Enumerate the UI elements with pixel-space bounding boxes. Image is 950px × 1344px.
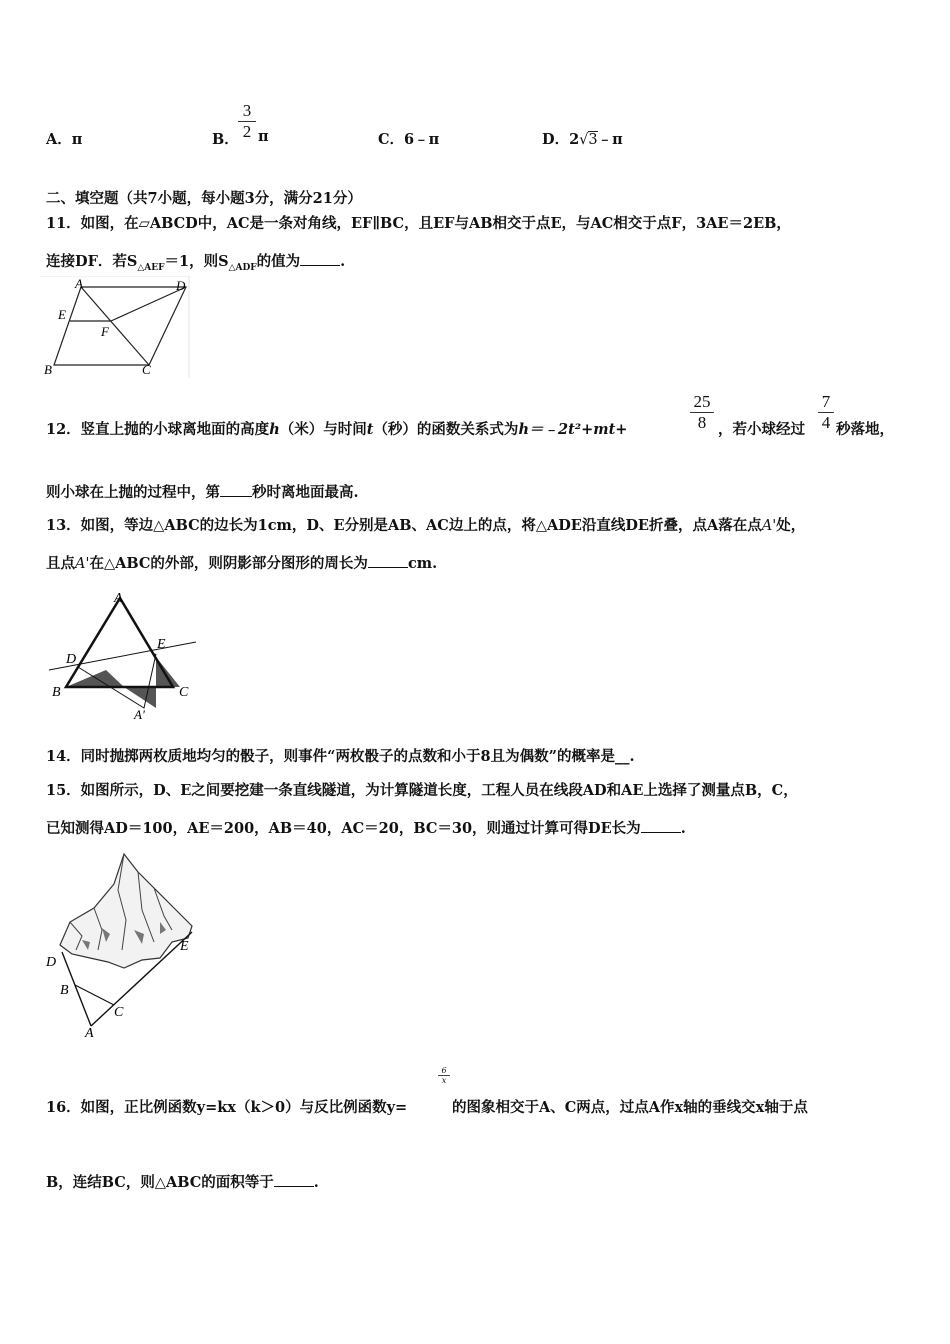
q13-line1: [46, 514, 805, 535]
q12-fraction-25-8: [690, 392, 714, 433]
option-c-label: C．: [378, 131, 405, 148]
q16-line2: [46, 1171, 319, 1192]
q15-label-d: D: [46, 955, 57, 970]
q11-sub2: △ADF: [228, 262, 257, 273]
option-b-num: 3: [238, 101, 256, 122]
q11-line2: [46, 250, 345, 273]
q13-line2-pre: 且点: [46, 555, 75, 572]
q12-line1: [46, 418, 627, 439]
option-c: [378, 128, 439, 149]
q12-line2-pre: 则小球在上抛的过程中，第: [46, 484, 220, 501]
q16-period: .: [313, 1174, 319, 1191]
q11-label-f: F: [101, 324, 109, 339]
q11-segment-df: [111, 287, 186, 321]
q13-line2: [46, 552, 437, 573]
q11-label-a: A: [75, 276, 83, 291]
q11-label-e: E: [58, 307, 66, 322]
q13-shade-bottom: [124, 687, 156, 708]
q13-label-d: D: [66, 652, 77, 667]
option-b-suffix: π: [258, 128, 269, 145]
q11-label-b: B: [44, 362, 52, 377]
option-a-label: A．: [46, 131, 72, 148]
q13-label-a: A: [114, 591, 123, 606]
q12-f2-den: 4: [821, 413, 831, 432]
q11-label-c: C: [142, 362, 151, 377]
q16-line1-post: 的图象相交于A、C两点，过点A作x轴的垂线交x轴于点: [452, 1099, 808, 1116]
option-b-label: B．: [212, 131, 239, 148]
option-d-suffix: ﹣π: [597, 131, 623, 148]
q11-answer-blank: [300, 253, 340, 266]
q15-line2-pre: 已知测得AD＝100，AE＝200，AB＝40，AC＝20，BC＝30，则通过计算可得DE长为: [46, 820, 641, 837]
q11-diagonal-ac: [81, 287, 149, 365]
q15-label-c: C: [114, 1005, 124, 1020]
q16-answer-blank: [274, 1174, 314, 1187]
option-d-label: D．: [542, 131, 570, 148]
q12-f1-den: 8: [697, 413, 707, 432]
q14-text: 14．同时抛掷两枚质地均匀的骰子，则事件“两枚骰子的点数和小于8且为偶数”的概率是__.: [46, 748, 635, 765]
q16-line1-pre: 16．如图，正比例函数y=kx（k＞0）与反比例函数y=: [46, 1099, 408, 1116]
q12-f2-num: 7: [818, 392, 834, 413]
q12-h: h: [269, 421, 280, 438]
q11-line2-mid: ＝1，则S: [164, 253, 229, 270]
q15-figure: [42, 850, 204, 1038]
q13-line1-pre: 13．如图，等边△ABC的边长为1cm，D、E分别是AB、AC边上的点，将△ADE沿直线DE折叠，点A落在点: [46, 517, 762, 534]
q13-aprime-1: A': [761, 518, 777, 534]
q13-label-b: B: [52, 685, 61, 700]
q12-t: t: [366, 421, 374, 438]
q11-figure: [40, 276, 192, 380]
q11-line1: 11．如图，在▱ABCD中，AC是一条对角线，EF∥BC，且EF与AB相交于点E，与AC相交于点F，3AE＝2EB，: [46, 215, 791, 232]
q13-label-aprime: A': [134, 707, 145, 722]
q15-answer-blank: [641, 820, 681, 833]
q12-formula: h＝﹣2t²+mt+: [518, 421, 628, 438]
q13-line2-mid: 在△ABC的外部，则阴影部分图形的周长为: [89, 555, 368, 572]
option-d-radicand: 3: [588, 132, 598, 148]
q12-mid1: （米）与时间: [279, 421, 367, 438]
section-title: 二、填空题（共7小题，每小题3分，满分21分）: [46, 190, 362, 207]
q12-post: 秒落地，: [836, 421, 894, 438]
option-a: [46, 128, 82, 149]
q11-sub1: △AEF: [137, 262, 165, 273]
q13-aprime-2: A': [75, 556, 90, 572]
q15-period: .: [680, 820, 686, 837]
option-d-pre: 2: [569, 131, 580, 148]
q16-fraction: [438, 1066, 450, 1085]
q11-period: .: [340, 253, 346, 270]
q13-answer-blank: [368, 555, 408, 568]
q16-frac-den: x: [441, 1076, 447, 1085]
q12-line2: [46, 481, 359, 502]
q12-pre: 12．竖直上抛的小球离地面的高度: [46, 421, 270, 438]
q13-label-c: C: [179, 685, 189, 700]
q11-line2-post: 的值为: [256, 253, 301, 270]
q15-line1: 15．如图所示，D、E之间要挖建一条直线隧道，为计算隧道长度，工程人员在线段AD和AE上选择了测量点B，C，: [46, 782, 798, 799]
q15-label-b: B: [60, 983, 69, 998]
option-c-value: 6﹣π: [404, 131, 440, 148]
q11-label-d: D: [176, 278, 186, 293]
q15-line2: [46, 817, 686, 838]
q12-mid2: （秒）的函数关系式为: [373, 421, 519, 438]
q16-line2-pre: B，连结BC，则△ABC的面积等于: [46, 1174, 274, 1191]
q12-fraction-7-4: [818, 392, 834, 433]
q16-frac-num: 6: [438, 1066, 450, 1076]
q15-label-a: A: [85, 1026, 94, 1038]
q13-line2-post: cm.: [407, 555, 438, 572]
q11-parallelogram: [54, 287, 186, 365]
option-b-den: 2: [242, 122, 252, 141]
q12-answer-blank: [220, 484, 252, 497]
q13-label-e: E: [157, 637, 166, 652]
option-b-fraction: [238, 101, 256, 142]
q12-f1-num: 25: [690, 392, 714, 413]
q13-figure: [44, 588, 204, 724]
q11-line2-pre: 连接DF．若S: [46, 253, 138, 270]
option-a-value: π: [71, 131, 83, 148]
q15-label-e: E: [180, 939, 189, 954]
q12-mid3: ，若小球经过: [718, 421, 805, 438]
q12-line2-post: 秒时离地面最高.: [252, 484, 359, 501]
q13-line1-post: 处，: [776, 517, 806, 534]
option-d: D．2√3﹣π: [542, 131, 623, 148]
